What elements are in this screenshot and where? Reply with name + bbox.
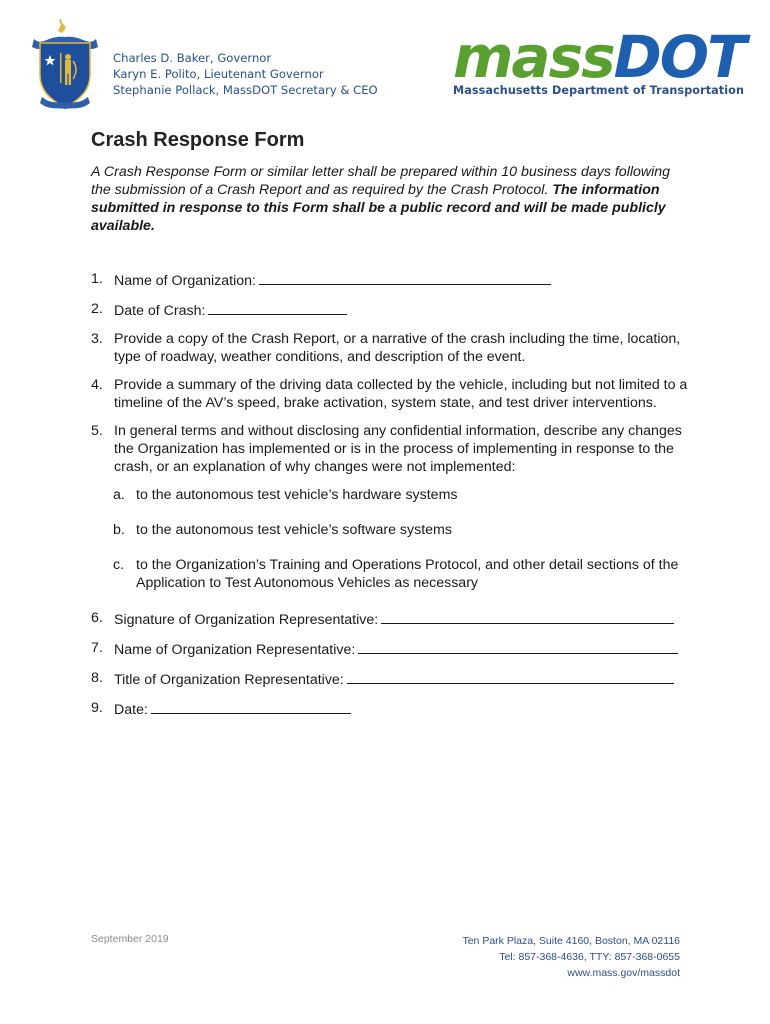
item-driving-data bbox=[91, 376, 691, 412]
item-changes bbox=[91, 422, 691, 476]
item-organization-name bbox=[91, 270, 691, 290]
item-label: Title of Organization Representative: bbox=[114, 672, 344, 688]
subitem-letter: b. bbox=[113, 522, 125, 538]
item-label: Date: bbox=[114, 702, 148, 718]
item-label: Name of Organization Representative: bbox=[114, 642, 356, 658]
footer-address-block bbox=[462, 933, 680, 981]
item-signature bbox=[91, 609, 691, 629]
item-number: 4. bbox=[91, 377, 103, 393]
item-representative-title bbox=[91, 669, 691, 689]
official-lieutenant-governor: Karyn E. Polito, Lieutenant Governor bbox=[113, 67, 324, 81]
signature-field[interactable] bbox=[381, 609, 674, 624]
item-number: 7. bbox=[91, 640, 103, 656]
official-secretary: Stephanie Pollack, MassDOT Secretary & CEO bbox=[113, 83, 378, 97]
officials-list bbox=[113, 50, 378, 98]
subitem-letter: a. bbox=[113, 487, 125, 503]
item-label: Provide a summary of the driving data collected by the vehicle, including but not limited to a timeline of the AV’s speed, brake activation, system state, and test driver interventions. bbox=[114, 377, 688, 411]
intro-paragraph bbox=[91, 163, 691, 235]
intro-bold-text: The information submitted in response to this Form shall be a public record and will be made publicly available. bbox=[91, 182, 666, 234]
logo-mass-text: mass bbox=[453, 23, 614, 91]
date-field[interactable] bbox=[151, 699, 351, 714]
massachusetts-seal-icon bbox=[28, 17, 102, 111]
item-representative-name bbox=[91, 639, 691, 659]
item-crash-report bbox=[91, 330, 691, 366]
date-of-crash-field[interactable] bbox=[208, 300, 347, 315]
item-date-of-crash bbox=[91, 300, 691, 320]
item-date bbox=[91, 699, 691, 719]
item-label: Provide a copy of the Crash Report, or a narrative of the crash including the time, location, type of roadway, weather conditions, and description of the event. bbox=[114, 331, 681, 365]
form-items bbox=[91, 270, 691, 719]
item-number: 9. bbox=[91, 700, 103, 716]
logo-subtitle: Massachusetts Department of Transportation bbox=[453, 84, 745, 97]
item-label: Date of Crash: bbox=[114, 303, 206, 319]
item-label: Signature of Organization Representative: bbox=[114, 612, 379, 628]
item-number: 8. bbox=[91, 670, 103, 686]
organization-name-field[interactable] bbox=[259, 270, 551, 285]
subitem-letter: c. bbox=[113, 557, 125, 573]
representative-name-field[interactable] bbox=[358, 639, 678, 654]
item-number: 6. bbox=[91, 610, 103, 626]
footer-website[interactable]: www.mass.gov/massdot bbox=[567, 967, 680, 979]
footer-address: Ten Park Plaza, Suite 4160, Boston, MA 02116 bbox=[462, 935, 680, 947]
item-label: Name of Organization: bbox=[114, 273, 256, 289]
representative-title-field[interactable] bbox=[347, 669, 674, 684]
subitem-training-protocol bbox=[91, 556, 691, 592]
subitem-label: to the autonomous test vehicle’s software systems bbox=[136, 522, 452, 538]
official-governor: Charles D. Baker, Governor bbox=[113, 51, 272, 65]
item-number: 2. bbox=[91, 301, 103, 317]
item-number: 3. bbox=[91, 331, 103, 347]
subitem-hardware bbox=[91, 486, 691, 504]
subitem-label: to the autonomous test vehicle’s hardware systems bbox=[136, 487, 458, 503]
subitem-label: to the Organization’s Training and Operations Protocol, and other detail sections of the Application to Test Autonomous Vehicles as necessary bbox=[136, 557, 679, 591]
logo-dot-text: DOT bbox=[613, 23, 745, 91]
footer-date: September 2019 bbox=[91, 933, 169, 945]
footer-phone: Tel: 857-368-4636, TTY: 857-368-0655 bbox=[499, 951, 680, 963]
page-title: Crash Response Form bbox=[91, 129, 305, 151]
item-number: 5. bbox=[91, 423, 103, 439]
intro-italic-text: A Crash Response Form or similar letter shall be prepared within 10 business days following the submission of a Crash Report and as required by the Crash Protocol. bbox=[91, 164, 671, 198]
item-label: In general terms and without disclosing any confidential information, describe any changes the Organization has implemented or is in the process of implementing in response to the crash, or an explanation of why changes were not implemented: bbox=[114, 423, 682, 475]
subitem-software bbox=[91, 521, 691, 539]
item-number: 1. bbox=[91, 271, 103, 287]
massdot-logo bbox=[453, 23, 745, 97]
